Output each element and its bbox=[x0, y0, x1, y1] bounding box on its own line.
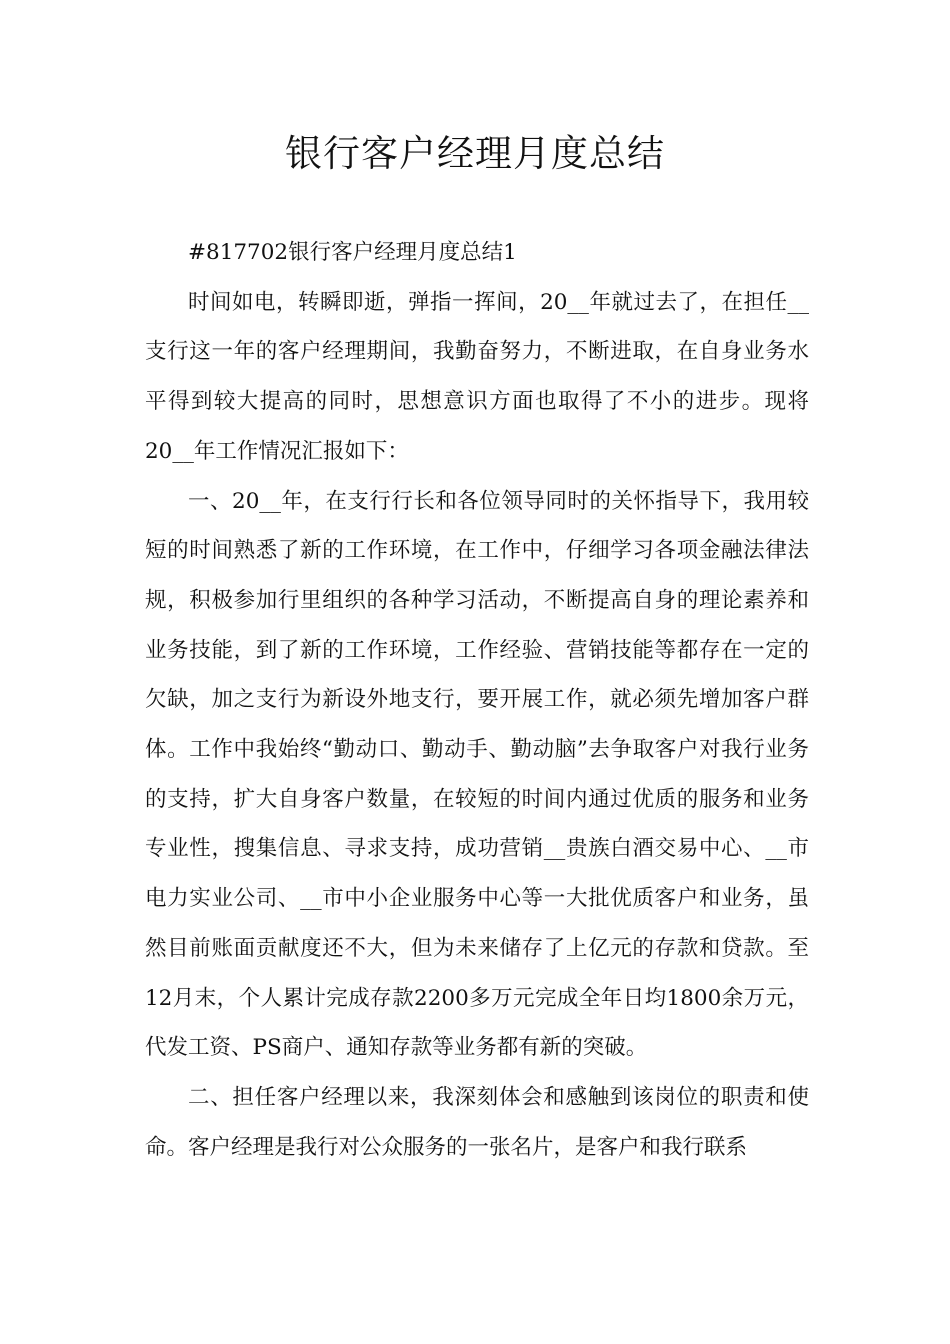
document-body bbox=[145, 228, 809, 1172]
paragraph-section-one: 一、20__年，在支行行长和各位领导同时的关怀指导下，我用较短的时间熟悉了新的工作环境，在工作中，仔细学习各项金融法律法规，积极参加行里组织的各种学习活动，不断提高自身的理论素养和业务技能，到了新的工作环境，工作经验、营销技能等都存在一定的欠缺，加之支行为新设外地支行，要开展工作，就必须先增加客户群体。工作中我始终“勤动口、勤动手、勤动脑”去争取客户对我行业务的支持，扩大自身客户数量，在较短的时间内通过优质的服务和业务专业性，搜集信息、寻求支持，成功营销__贵族白酒交易中心、__市电力实业公司、__市中小企业服务中心等一大批优质客户和业务，虽然目前账面贡献度还不大，但为未来储存了上亿元的存款和贷款。至12月末，个人累计完成存款2200多万元完成全年日均1800余万元，代发工资、PS商户、通知存款等业务都有新的突破。 bbox=[145, 488, 809, 1061]
paragraph-intro: 时间如电，转瞬即逝，弹指一挥间，20__年就过去了，在担任__支行这一年的客户经理期间，我勤奋努力，不断进取，在自身业务水平得到较大提高的同时，思想意识方面也取得了不小的进步。现将20__年工作情况汇报如下： bbox=[145, 289, 809, 464]
paragraph-heading: #817702银行客户经理月度总结1 bbox=[188, 240, 517, 265]
document-title: 银行客户经理月度总结 bbox=[285, 132, 665, 175]
paragraph-section-two: 二、担任客户经理以来，我深刻体会和感触到该岗位的职责和使命。客户经理是我行对公众服务的一张名片，是客户和我行联系 bbox=[145, 1084, 809, 1160]
